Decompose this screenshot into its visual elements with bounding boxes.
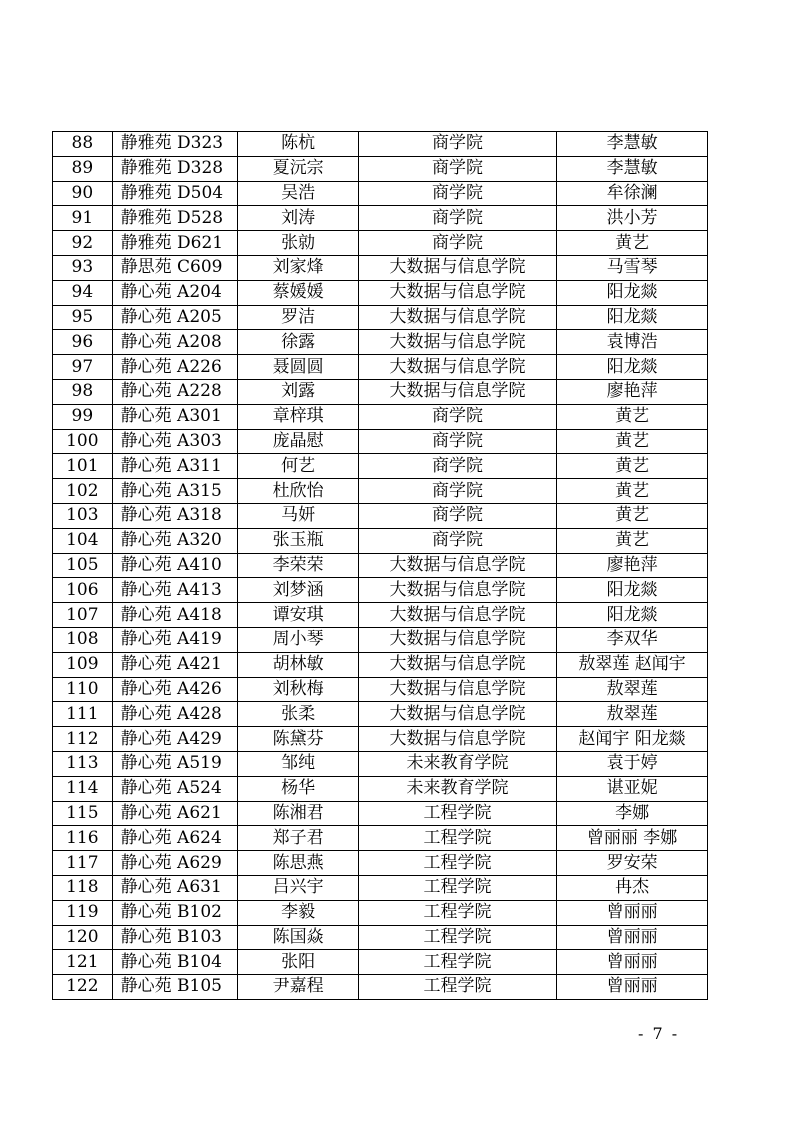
cell-mentor: 曾丽丽 — [557, 900, 708, 925]
cell-name: 陈湘君 — [238, 801, 358, 826]
cell-college: 大数据与信息学院 — [358, 255, 556, 280]
cell-college: 工程学院 — [358, 950, 556, 975]
cell-number: 94 — [53, 280, 113, 305]
cell-name: 刘梦涵 — [238, 578, 358, 603]
cell-room: 静心苑 A519 — [112, 751, 238, 776]
cell-college: 大数据与信息学院 — [358, 578, 556, 603]
cell-room: 静雅苑 D528 — [112, 206, 238, 231]
cell-number: 102 — [53, 479, 113, 504]
cell-name: 郑子君 — [238, 826, 358, 851]
cell-name: 徐露 — [238, 330, 358, 355]
cell-mentor: 曾丽丽 — [557, 975, 708, 1000]
cell-mentor: 曾丽丽 李娜 — [557, 826, 708, 851]
cell-mentor: 谌亚妮 — [557, 776, 708, 801]
table-row — [53, 305, 708, 330]
cell-college: 大数据与信息学院 — [358, 305, 556, 330]
cell-number: 111 — [53, 702, 113, 727]
cell-name: 李毅 — [238, 900, 358, 925]
cell-number: 114 — [53, 776, 113, 801]
cell-name: 胡林敏 — [238, 652, 358, 677]
cell-name: 尹嘉程 — [238, 975, 358, 1000]
cell-mentor: 廖艳萍 — [557, 553, 708, 578]
cell-college: 工程学院 — [358, 925, 556, 950]
cell-name: 刘涛 — [238, 206, 358, 231]
cell-room: 静心苑 A418 — [112, 603, 238, 628]
table-row — [53, 925, 708, 950]
cell-room: 静雅苑 D504 — [112, 181, 238, 206]
cell-mentor: 曾丽丽 — [557, 950, 708, 975]
cell-number: 116 — [53, 826, 113, 851]
cell-name: 刘家烽 — [238, 255, 358, 280]
cell-number: 122 — [53, 975, 113, 1000]
table-row — [53, 900, 708, 925]
cell-room: 静雅苑 D621 — [112, 231, 238, 256]
cell-name: 张玉瓶 — [238, 528, 358, 553]
cell-college: 大数据与信息学院 — [358, 379, 556, 404]
cell-mentor: 袁于婷 — [557, 751, 708, 776]
cell-room: 静心苑 A413 — [112, 578, 238, 603]
cell-name: 陈黛芬 — [238, 727, 358, 752]
table-row — [53, 429, 708, 454]
cell-room: 静雅苑 D328 — [112, 156, 238, 181]
table-row — [53, 851, 708, 876]
cell-number: 93 — [53, 255, 113, 280]
cell-name: 陈杭 — [238, 132, 358, 157]
table-row — [53, 479, 708, 504]
cell-number: 117 — [53, 851, 113, 876]
cell-mentor: 马雪琴 — [557, 255, 708, 280]
cell-college: 商学院 — [358, 528, 556, 553]
cell-name: 庞晶慰 — [238, 429, 358, 454]
cell-room: 静心苑 A429 — [112, 727, 238, 752]
cell-name: 陈国焱 — [238, 925, 358, 950]
cell-mentor: 黄艺 — [557, 231, 708, 256]
cell-college: 商学院 — [358, 404, 556, 429]
cell-mentor: 赵闻宇 阳龙燚 — [557, 727, 708, 752]
cell-room: 静心苑 A419 — [112, 627, 238, 652]
table-row — [53, 603, 708, 628]
cell-name: 杜欣怡 — [238, 479, 358, 504]
cell-mentor: 冉杰 — [557, 875, 708, 900]
cell-room: 静心苑 A629 — [112, 851, 238, 876]
cell-number: 119 — [53, 900, 113, 925]
table-row — [53, 379, 708, 404]
page-number: - 7 - — [638, 1024, 680, 1043]
cell-college: 商学院 — [358, 503, 556, 528]
cell-mentor: 曾丽丽 — [557, 925, 708, 950]
cell-mentor: 李双华 — [557, 627, 708, 652]
cell-name: 吴浩 — [238, 181, 358, 206]
cell-number: 98 — [53, 379, 113, 404]
cell-room: 静雅苑 D323 — [112, 132, 238, 157]
cell-name: 刘露 — [238, 379, 358, 404]
cell-name: 罗洁 — [238, 305, 358, 330]
cell-number: 118 — [53, 875, 113, 900]
cell-mentor: 黄艺 — [557, 503, 708, 528]
cell-number: 97 — [53, 355, 113, 380]
cell-number: 105 — [53, 553, 113, 578]
cell-mentor: 黄艺 — [557, 528, 708, 553]
cell-mentor: 廖艳萍 — [557, 379, 708, 404]
table-row — [53, 231, 708, 256]
cell-name: 周小琴 — [238, 627, 358, 652]
cell-room: 静心苑 A204 — [112, 280, 238, 305]
cell-mentor: 敖翠莲 — [557, 677, 708, 702]
cell-college: 工程学院 — [358, 875, 556, 900]
cell-number: 107 — [53, 603, 113, 628]
cell-number: 113 — [53, 751, 113, 776]
cell-room: 静思苑 C609 — [112, 255, 238, 280]
dormitory-table — [52, 131, 708, 1000]
cell-room: 静心苑 A631 — [112, 875, 238, 900]
cell-name: 吕兴宇 — [238, 875, 358, 900]
cell-room: 静心苑 A226 — [112, 355, 238, 380]
cell-mentor: 阳龙燚 — [557, 355, 708, 380]
cell-college: 大数据与信息学院 — [358, 677, 556, 702]
table-row — [53, 875, 708, 900]
cell-room: 静心苑 A624 — [112, 826, 238, 851]
table-row — [53, 727, 708, 752]
cell-room: 静心苑 B105 — [112, 975, 238, 1000]
cell-name: 张勍 — [238, 231, 358, 256]
cell-mentor: 阳龙燚 — [557, 305, 708, 330]
cell-room: 静心苑 A228 — [112, 379, 238, 404]
cell-name: 陈思燕 — [238, 851, 358, 876]
cell-college: 商学院 — [358, 156, 556, 181]
cell-college: 大数据与信息学院 — [358, 702, 556, 727]
cell-mentor: 李慧敏 — [557, 156, 708, 181]
cell-number: 103 — [53, 503, 113, 528]
cell-college: 商学院 — [358, 429, 556, 454]
table-row — [53, 181, 708, 206]
cell-college: 大数据与信息学院 — [358, 553, 556, 578]
cell-number: 108 — [53, 627, 113, 652]
table-row — [53, 801, 708, 826]
cell-college: 商学院 — [358, 454, 556, 479]
table-row — [53, 454, 708, 479]
cell-room: 静心苑 B103 — [112, 925, 238, 950]
table-row — [53, 255, 708, 280]
table-row — [53, 652, 708, 677]
cell-college: 大数据与信息学院 — [358, 603, 556, 628]
table-body — [53, 132, 708, 1000]
cell-name: 杨华 — [238, 776, 358, 801]
cell-room: 静心苑 A621 — [112, 801, 238, 826]
cell-number: 95 — [53, 305, 113, 330]
cell-college: 大数据与信息学院 — [358, 627, 556, 652]
table-row — [53, 776, 708, 801]
cell-room: 静心苑 A410 — [112, 553, 238, 578]
cell-mentor: 阳龙燚 — [557, 603, 708, 628]
cell-name: 夏沅宗 — [238, 156, 358, 181]
table-row — [53, 975, 708, 1000]
cell-mentor: 黄艺 — [557, 429, 708, 454]
cell-college: 大数据与信息学院 — [358, 727, 556, 752]
cell-college: 工程学院 — [358, 826, 556, 851]
cell-mentor: 黄艺 — [557, 404, 708, 429]
table-row — [53, 330, 708, 355]
cell-number: 110 — [53, 677, 113, 702]
cell-number: 90 — [53, 181, 113, 206]
table-row — [53, 578, 708, 603]
table-row — [53, 355, 708, 380]
cell-name: 谭安琪 — [238, 603, 358, 628]
table-row — [53, 826, 708, 851]
cell-number: 99 — [53, 404, 113, 429]
table-row — [53, 702, 708, 727]
cell-college: 商学院 — [358, 181, 556, 206]
cell-number: 89 — [53, 156, 113, 181]
table-row — [53, 553, 708, 578]
cell-mentor: 阳龙燚 — [557, 578, 708, 603]
cell-number: 96 — [53, 330, 113, 355]
cell-name: 蔡媛媛 — [238, 280, 358, 305]
cell-room: 静心苑 A524 — [112, 776, 238, 801]
cell-name: 聂圆圆 — [238, 355, 358, 380]
table-row — [53, 503, 708, 528]
cell-college: 商学院 — [358, 132, 556, 157]
cell-mentor: 牟徐澜 — [557, 181, 708, 206]
cell-college: 工程学院 — [358, 801, 556, 826]
table-row — [53, 950, 708, 975]
table-row — [53, 627, 708, 652]
cell-number: 104 — [53, 528, 113, 553]
cell-number: 115 — [53, 801, 113, 826]
cell-college: 未来教育学院 — [358, 751, 556, 776]
cell-college: 商学院 — [358, 479, 556, 504]
table-row — [53, 280, 708, 305]
cell-name: 何艺 — [238, 454, 358, 479]
cell-number: 112 — [53, 727, 113, 752]
cell-room: 静心苑 A320 — [112, 528, 238, 553]
cell-room: 静心苑 A428 — [112, 702, 238, 727]
cell-mentor: 敖翠莲 赵闻宇 — [557, 652, 708, 677]
cell-name: 邹纯 — [238, 751, 358, 776]
cell-room: 静心苑 A301 — [112, 404, 238, 429]
cell-mentor: 敖翠莲 — [557, 702, 708, 727]
cell-college: 大数据与信息学院 — [358, 330, 556, 355]
cell-name: 张阳 — [238, 950, 358, 975]
cell-college: 大数据与信息学院 — [358, 652, 556, 677]
cell-mentor: 李慧敏 — [557, 132, 708, 157]
cell-mentor: 黄艺 — [557, 479, 708, 504]
cell-mentor: 罗安荣 — [557, 851, 708, 876]
table-row — [53, 677, 708, 702]
cell-mentor: 阳龙燚 — [557, 280, 708, 305]
cell-room: 静心苑 A311 — [112, 454, 238, 479]
cell-name: 张柔 — [238, 702, 358, 727]
cell-college: 工程学院 — [358, 900, 556, 925]
cell-room: 静心苑 A303 — [112, 429, 238, 454]
cell-room: 静心苑 A208 — [112, 330, 238, 355]
cell-number: 101 — [53, 454, 113, 479]
cell-college: 工程学院 — [358, 851, 556, 876]
cell-college: 大数据与信息学院 — [358, 355, 556, 380]
cell-number: 120 — [53, 925, 113, 950]
cell-room: 静心苑 A318 — [112, 503, 238, 528]
cell-college: 工程学院 — [358, 975, 556, 1000]
table-row — [53, 404, 708, 429]
cell-number: 109 — [53, 652, 113, 677]
cell-number: 100 — [53, 429, 113, 454]
table-row — [53, 528, 708, 553]
cell-number: 88 — [53, 132, 113, 157]
cell-name: 章梓琪 — [238, 404, 358, 429]
cell-number: 92 — [53, 231, 113, 256]
cell-room: 静心苑 A205 — [112, 305, 238, 330]
cell-college: 商学院 — [358, 206, 556, 231]
cell-college: 商学院 — [358, 231, 556, 256]
table-row — [53, 206, 708, 231]
table-row — [53, 156, 708, 181]
cell-name: 刘秋梅 — [238, 677, 358, 702]
cell-room: 静心苑 A426 — [112, 677, 238, 702]
cell-mentor: 洪小芳 — [557, 206, 708, 231]
cell-number: 106 — [53, 578, 113, 603]
cell-name: 马妍 — [238, 503, 358, 528]
cell-room: 静心苑 B102 — [112, 900, 238, 925]
cell-room: 静心苑 B104 — [112, 950, 238, 975]
cell-college: 大数据与信息学院 — [358, 280, 556, 305]
cell-mentor: 黄艺 — [557, 454, 708, 479]
cell-name: 李荣荣 — [238, 553, 358, 578]
table-row — [53, 751, 708, 776]
cell-mentor: 袁博浩 — [557, 330, 708, 355]
cell-college: 未来教育学院 — [358, 776, 556, 801]
cell-mentor: 李娜 — [557, 801, 708, 826]
table-row — [53, 132, 708, 157]
cell-room: 静心苑 A315 — [112, 479, 238, 504]
cell-number: 91 — [53, 206, 113, 231]
cell-room: 静心苑 A421 — [112, 652, 238, 677]
cell-number: 121 — [53, 950, 113, 975]
